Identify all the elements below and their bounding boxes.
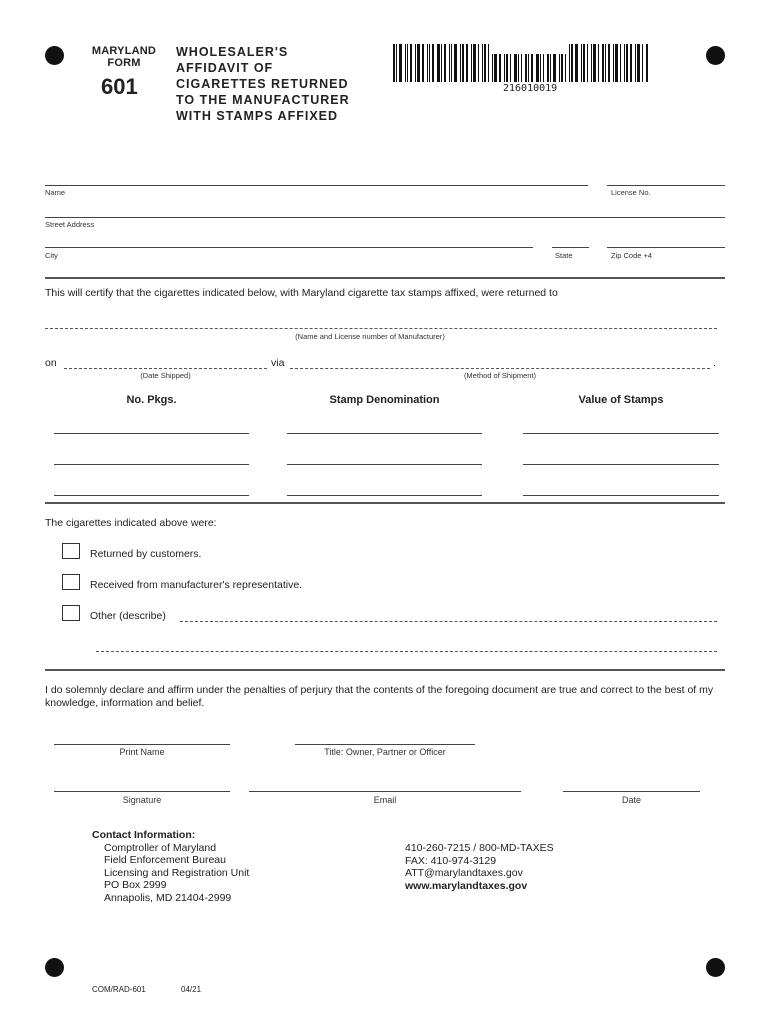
title-line: TO THE MANUFACTURER — [176, 93, 350, 107]
manufacturer-label: (Name and License number of Manufacturer) — [295, 332, 445, 341]
city-line[interactable] — [45, 247, 533, 248]
barcode-bar — [626, 44, 628, 82]
value-row-line[interactable] — [523, 464, 719, 465]
barcode-bar — [536, 54, 539, 82]
divider — [45, 277, 725, 279]
revision-date: 04/21 — [181, 985, 202, 994]
value-row-line[interactable] — [523, 495, 719, 496]
barcode-bar — [407, 44, 408, 82]
barcode-bar — [525, 54, 527, 82]
method-label: (Method of Shipment) — [463, 371, 537, 380]
other-describe-line-2[interactable] — [96, 651, 717, 652]
certify-text: This will certify that the cigarettes indicated below, with Maryland cigarette tax stamps affixed, were returned to — [45, 287, 558, 299]
title-line: AFFIDAVIT OF — [176, 61, 274, 75]
barcode-bar — [417, 44, 420, 82]
barcode-bar — [593, 44, 596, 82]
col-no-pkgs: No. Pkgs. — [126, 394, 177, 406]
barcode-bar — [471, 44, 472, 82]
registration-mark-bottom-left — [45, 958, 64, 977]
barcode-bar — [518, 54, 519, 82]
barcode-bar — [422, 44, 424, 82]
barcode-bar — [482, 44, 483, 82]
barcode-bar — [429, 44, 430, 82]
barcode-bar — [543, 54, 544, 82]
denomination-row-line[interactable] — [287, 464, 482, 465]
contact-right-block — [405, 842, 554, 892]
barcode-bar — [432, 44, 434, 82]
contact-block — [92, 829, 249, 904]
barcode-bar — [635, 44, 636, 82]
barcode-bar — [494, 54, 497, 82]
barcode-bar — [454, 44, 457, 82]
barcode-bar — [646, 44, 648, 82]
registration-mark-top-right — [706, 46, 725, 65]
name-line[interactable] — [45, 185, 588, 186]
form-word-text: FORM — [107, 57, 141, 69]
date-label: Date — [621, 795, 641, 805]
barcode-bar — [499, 54, 501, 82]
title-line: WHOLESALER'S — [176, 45, 289, 59]
value-row-line[interactable] — [523, 433, 719, 434]
col-stamp-denomination: Stamp Denomination — [329, 394, 440, 406]
barcode-bar — [559, 54, 560, 82]
barcode-bar — [492, 54, 493, 82]
barcode-bar — [571, 44, 573, 82]
contact-phone: 410-260-7215 / 800-MD-TAXES — [405, 842, 554, 854]
state-text: MARYLAND — [91, 45, 157, 57]
signature-line[interactable] — [54, 791, 230, 792]
barcode-bar — [396, 44, 397, 82]
barcode-bar — [528, 54, 529, 82]
barcode-bar — [451, 44, 452, 82]
barcode-bar — [437, 44, 440, 82]
contact-line: Comptroller of Maryland — [104, 841, 217, 854]
registration-mark-bottom-right — [706, 958, 725, 977]
form-title — [176, 44, 350, 124]
divider — [45, 502, 725, 504]
returned-by-customers-checkbox[interactable] — [62, 543, 80, 559]
barcode-bar — [602, 44, 604, 82]
barcode-bar — [473, 44, 476, 82]
barcode-bar — [575, 44, 578, 82]
barcode-bar — [531, 54, 533, 82]
barcode-bar — [488, 44, 489, 82]
barcode-bar — [637, 44, 640, 82]
barcode-bar — [405, 44, 406, 82]
divider — [45, 669, 725, 671]
barcode-bar — [605, 44, 606, 82]
barcode-bar — [642, 44, 643, 82]
zip-label: Zip Code +4 — [611, 251, 653, 260]
barcode-bar — [583, 44, 585, 82]
barcode-bar — [484, 44, 486, 82]
contact-website[interactable]: www.marylandtaxes.gov — [405, 879, 528, 892]
other-checkbox[interactable] — [62, 605, 80, 621]
barcode-bar — [624, 44, 625, 82]
barcode-bar — [410, 44, 412, 82]
pkgs-row-line[interactable] — [54, 495, 249, 496]
barcode-bar — [415, 44, 416, 82]
contact-fax: FAX: 410-974-3129 — [405, 854, 497, 867]
option-other-label: Other (describe) — [90, 610, 166, 622]
title-line-field[interactable] — [295, 744, 475, 745]
barcode-bar — [553, 54, 556, 82]
barcode-bar — [444, 44, 446, 82]
contact-line: Field Enforcement Bureau — [104, 854, 226, 866]
title-line: WITH STAMPS AFFIXED — [176, 109, 339, 123]
barcode — [393, 44, 663, 82]
barcode-bar — [521, 54, 522, 82]
barcode-bar — [504, 54, 505, 82]
street-line[interactable] — [45, 217, 725, 218]
title-label: Title: Owner, Partner or Officer — [324, 747, 446, 757]
option-received-label: Received from manufacturer's representative. — [90, 579, 303, 591]
barcode-bar — [514, 54, 517, 82]
barcode-bar — [581, 44, 582, 82]
form-number: 601 — [101, 74, 138, 99]
barcode-bar — [608, 44, 610, 82]
contact-line: PO Box 2999 — [104, 879, 167, 891]
barcode-bar — [393, 44, 395, 82]
barcode-bar — [615, 44, 618, 82]
barcode-bar — [569, 44, 570, 82]
form-state-label — [88, 45, 160, 69]
barcode-bar — [449, 44, 450, 82]
form-code: COM/RAD-601 — [92, 985, 146, 994]
contact-email[interactable]: ATT@marylandtaxes.gov — [405, 867, 523, 879]
name-label: Name — [45, 188, 66, 197]
barcode-bar — [591, 44, 592, 82]
barcode-bar — [613, 44, 614, 82]
declaration-text: I do solemnly declare and affirm under the penalties of perjury that the contents of the foregoing document are true and correct to the best of my knowledge, information and belief. — [45, 684, 714, 709]
period-text: . — [713, 357, 716, 369]
barcode-bar — [587, 44, 588, 82]
barcode-bar — [510, 54, 511, 82]
indicated-heading: The cigarettes indicated above were: — [45, 517, 217, 529]
email-label: Email — [373, 795, 397, 805]
license-label: License No. — [611, 188, 651, 197]
barcode-bar — [441, 44, 442, 82]
barcode-bar — [506, 54, 508, 82]
option-returned-label: Returned by customers. — [90, 548, 202, 560]
barcode-bar — [620, 44, 621, 82]
print-name-line[interactable] — [54, 744, 230, 745]
on-text: on — [45, 357, 57, 369]
contact-line: Licensing and Registration Unit — [104, 866, 250, 879]
barcode-bar — [460, 44, 461, 82]
contact-heading: Contact Information: — [92, 829, 196, 841]
via-text: via — [271, 357, 285, 369]
email-line[interactable] — [249, 791, 521, 792]
barcode-bar — [466, 44, 468, 82]
denomination-row-line[interactable] — [287, 433, 482, 434]
print-name-label: Print Name — [119, 747, 165, 757]
license-line[interactable] — [607, 185, 725, 186]
contact-line: Annapolis, MD 21404-2999 — [104, 891, 232, 904]
method-line[interactable] — [290, 368, 710, 369]
barcode-bar — [561, 54, 563, 82]
street-label: Street Address — [45, 220, 95, 229]
barcode-bar — [598, 44, 599, 82]
zip-line[interactable] — [607, 247, 725, 248]
barcode-bar — [399, 44, 402, 82]
barcode-bar — [462, 44, 464, 82]
col-value-of-stamps: Value of Stamps — [578, 394, 664, 406]
date-line[interactable] — [563, 791, 700, 792]
pkgs-row-line[interactable] — [54, 433, 249, 434]
barcode-bar — [550, 54, 551, 82]
date-shipped-line[interactable] — [64, 368, 267, 369]
state-line[interactable] — [552, 247, 589, 248]
denomination-row-line[interactable] — [287, 495, 482, 496]
barcode-bar — [427, 44, 428, 82]
barcode-bar — [565, 54, 566, 82]
pkgs-row-line[interactable] — [54, 464, 249, 465]
barcode-bar — [478, 44, 479, 82]
barcode-bar — [630, 44, 632, 82]
other-describe-line[interactable] — [180, 621, 717, 622]
date-shipped-label: (Date Shipped) — [140, 371, 191, 380]
barcode-bar — [547, 54, 549, 82]
city-label: City — [45, 251, 58, 260]
registration-mark-top-left — [45, 46, 64, 65]
manufacturer-line[interactable] — [45, 328, 717, 329]
state-label: State — [555, 251, 573, 260]
title-line: CIGARETTES RETURNED — [176, 77, 349, 91]
barcode-bar — [540, 54, 541, 82]
received-from-rep-checkbox[interactable] — [62, 574, 80, 590]
barcode-number: 216010019 — [503, 83, 558, 94]
signature-label: Signature — [122, 795, 162, 805]
